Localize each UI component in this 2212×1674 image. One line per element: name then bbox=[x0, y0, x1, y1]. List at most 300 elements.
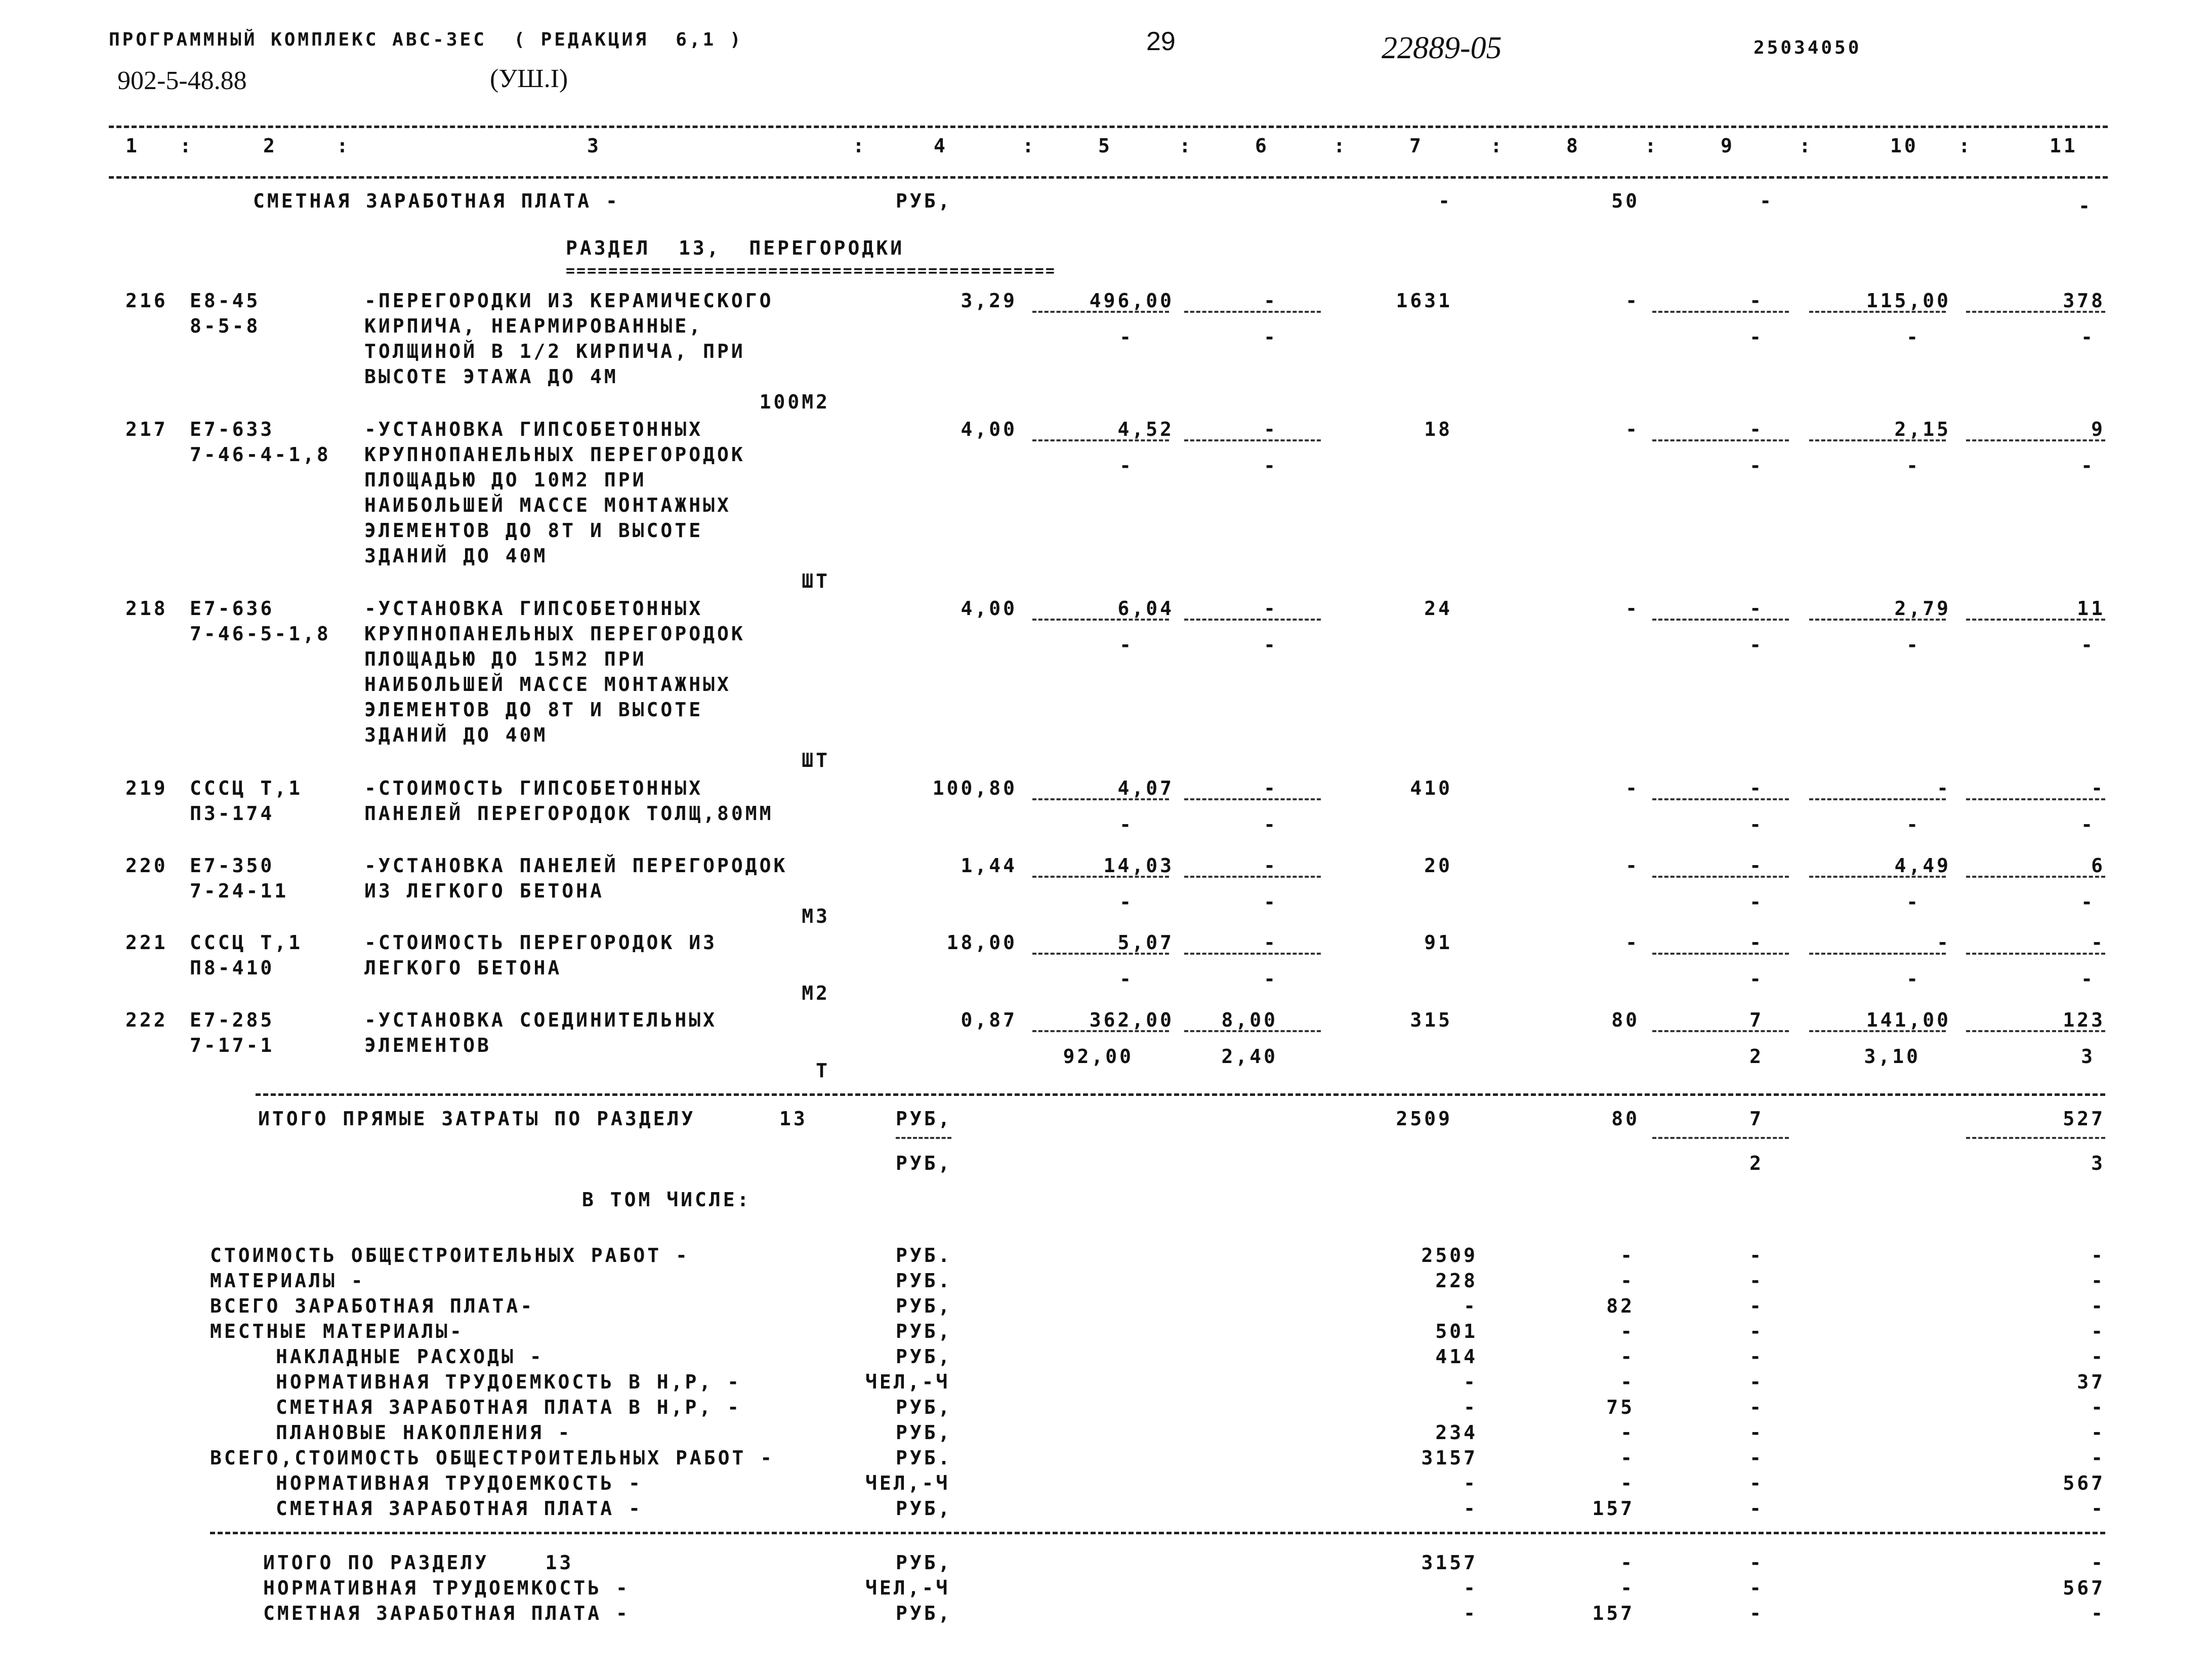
cell-rule bbox=[1809, 311, 1946, 313]
column-number: 8 bbox=[1566, 135, 1580, 157]
summary-unit: РУБ, bbox=[896, 1421, 952, 1444]
summary-c11: - bbox=[2091, 1320, 2105, 1342]
cell-rule bbox=[1184, 876, 1321, 878]
cell-c9b: - bbox=[1749, 326, 1764, 348]
column-separator: : bbox=[1645, 135, 1659, 157]
norm-code-sub: П8-410 bbox=[190, 957, 275, 979]
itogo-unit: РУБ, bbox=[896, 1108, 952, 1130]
work-description: ТОЛЩИНОЙ В 1/2 КИРПИЧА, ПРИ bbox=[364, 340, 745, 362]
summary-c9: - bbox=[1749, 1447, 1764, 1469]
column-separator: : bbox=[1799, 135, 1813, 157]
cell-c11b: - bbox=[2081, 968, 2095, 990]
unit-of-measure: ШТ bbox=[802, 570, 830, 592]
row-number: 218 bbox=[126, 597, 168, 620]
row-number: 221 bbox=[126, 931, 168, 954]
final-c8: - bbox=[1620, 1551, 1635, 1574]
cell-c10: 141,00 bbox=[1866, 1009, 1951, 1031]
itogo-c11b: 3 bbox=[2091, 1152, 2105, 1174]
summary-c11: 37 bbox=[2077, 1371, 2105, 1393]
top-line-c11: - bbox=[2078, 195, 2093, 217]
cell-c8: 80 bbox=[1611, 1009, 1640, 1031]
cell-c6: - bbox=[1264, 931, 1278, 954]
work-description: -СТОИМОСТЬ ГИПСОБЕТОННЫХ bbox=[364, 777, 703, 799]
work-description: -УСТАНОВКА ГИПСОБЕТОННЫХ bbox=[364, 418, 703, 440]
cell-c11b: - bbox=[2081, 634, 2095, 656]
summary-label: НОРМАТИВНАЯ ТРУДОЕМКОСТЬ - bbox=[276, 1472, 643, 1494]
program-title: ПРОГРАММНЫЙ КОМПЛЕКС АВС-3ЕС ( РЕДАКЦИЯ 6,1 ) bbox=[109, 29, 743, 50]
cell-rule bbox=[1652, 311, 1789, 313]
cell-c5b: - bbox=[1119, 813, 1134, 836]
cell-c10b: - bbox=[1906, 634, 1921, 656]
cell-c8: - bbox=[1625, 290, 1640, 312]
summary-c9: - bbox=[1749, 1270, 1764, 1292]
norm-code-sub: 8-5-8 bbox=[190, 315, 261, 337]
summary-c7: 3157 bbox=[1421, 1447, 1478, 1469]
top-line-c8: 50 bbox=[1611, 190, 1640, 212]
final-c11: - bbox=[2091, 1551, 2105, 1574]
work-description: НАИБОЛЬШЕЙ МАССЕ МОНТАЖНЫХ bbox=[364, 494, 731, 516]
cell-c9b: - bbox=[1749, 968, 1764, 990]
doc-number: 25034050 bbox=[1754, 37, 1862, 58]
itogo-c8: 80 bbox=[1611, 1108, 1640, 1130]
top-line-c7: - bbox=[1438, 190, 1452, 212]
summary-c11: - bbox=[2091, 1244, 2105, 1267]
row-number: 216 bbox=[126, 290, 168, 312]
final-c8: - bbox=[1620, 1577, 1635, 1599]
cell-c11: - bbox=[2091, 777, 2105, 799]
cell-c6b: 2,40 bbox=[1221, 1045, 1278, 1068]
cell-rule bbox=[1652, 876, 1789, 878]
project-code: 22889-05 bbox=[1382, 31, 1502, 65]
column-number: 9 bbox=[1721, 135, 1735, 157]
cell-c5b: - bbox=[1119, 968, 1134, 990]
summary-c7: - bbox=[1464, 1497, 1478, 1520]
cell-c7: 91 bbox=[1424, 931, 1452, 954]
final-label: НОРМАТИВНАЯ ТРУДОЕМКОСТЬ - bbox=[263, 1577, 630, 1599]
column-number: 2 bbox=[263, 135, 277, 157]
v-tom-chisle: В ТОМ ЧИСЛЕ: bbox=[582, 1189, 752, 1211]
cell-c5: 14,03 bbox=[1103, 854, 1174, 877]
final-c7: 3157 bbox=[1421, 1551, 1478, 1574]
cell-c10b: - bbox=[1906, 813, 1921, 836]
column-separator: : bbox=[180, 135, 194, 157]
summary-c8: - bbox=[1620, 1447, 1635, 1469]
cell-c6: - bbox=[1264, 597, 1278, 620]
summary-c8: - bbox=[1620, 1345, 1635, 1368]
cell-c5b: - bbox=[1119, 891, 1134, 913]
norm-code-sub: 7-46-5-1,8 bbox=[190, 623, 331, 645]
cell-c7: 18 bbox=[1424, 418, 1452, 440]
column-number: 6 bbox=[1255, 135, 1269, 157]
summary-c7: - bbox=[1464, 1396, 1478, 1418]
cell-rule bbox=[1184, 798, 1321, 800]
cell-rule bbox=[1032, 953, 1169, 955]
column-number: 1 bbox=[126, 135, 140, 157]
cell-c5: 6,04 bbox=[1117, 597, 1174, 620]
cell-c4: 4,00 bbox=[961, 418, 1017, 440]
final-rule bbox=[210, 1532, 2105, 1534]
cell-c6: 8,00 bbox=[1221, 1009, 1278, 1031]
summary-unit: РУБ, bbox=[896, 1497, 952, 1520]
cell-c4: 100,80 bbox=[932, 777, 1017, 799]
cell-c5b: - bbox=[1119, 455, 1134, 477]
cell-c11: - bbox=[2091, 931, 2105, 954]
cell-c9: - bbox=[1749, 290, 1764, 312]
summary-label: НАКЛАДНЫЕ РАСХОДЫ - bbox=[276, 1345, 544, 1368]
cell-rule bbox=[1966, 619, 2105, 621]
norm-code: Е8-45 bbox=[190, 290, 261, 312]
summary-label: НОРМАТИВНАЯ ТРУДОЕМКОСТЬ В Н,Р, - bbox=[276, 1371, 741, 1393]
itogo-c9b: 2 bbox=[1749, 1152, 1764, 1174]
summary-c11: - bbox=[2091, 1421, 2105, 1444]
cell-c6: - bbox=[1264, 777, 1278, 799]
top-line-c9: - bbox=[1760, 190, 1774, 212]
summary-c8: - bbox=[1620, 1244, 1635, 1267]
summary-c7: 234 bbox=[1435, 1421, 1478, 1444]
cell-c4: 4,00 bbox=[961, 597, 1017, 620]
cell-rule bbox=[1184, 1030, 1321, 1032]
summary-c9: - bbox=[1749, 1371, 1764, 1393]
cell-rule bbox=[1809, 619, 1946, 621]
column-number: 11 bbox=[2050, 135, 2078, 157]
cell-rule bbox=[1652, 619, 1789, 621]
summary-c9: - bbox=[1749, 1396, 1764, 1418]
column-separator: : bbox=[853, 135, 867, 157]
cell-rule bbox=[1184, 619, 1321, 621]
cell-c11b: 3 bbox=[2081, 1045, 2095, 1068]
work-description: ЛЕГКОГО БЕТОНА bbox=[364, 957, 562, 979]
cell-c5: 5,07 bbox=[1117, 931, 1174, 954]
cell-c4: 0,87 bbox=[961, 1009, 1017, 1031]
work-description: ЭЛЕМЕНТОВ bbox=[364, 1034, 491, 1056]
cell-rule bbox=[1966, 439, 2105, 441]
cell-rule bbox=[1032, 1030, 1169, 1032]
work-description: ЗДАНИЙ ДО 40М bbox=[364, 724, 548, 746]
summary-c9: - bbox=[1749, 1244, 1764, 1267]
cell-c11: 9 bbox=[2091, 418, 2105, 440]
cell-rule bbox=[1809, 1030, 1946, 1032]
summary-c9: - bbox=[1749, 1295, 1764, 1317]
totals-rule bbox=[256, 1093, 2105, 1096]
summary-c8: - bbox=[1620, 1421, 1635, 1444]
cell-c7: 20 bbox=[1424, 854, 1452, 877]
work-description: КРУПНОПАНЕЛЬНЫХ ПЕРЕГОРОДОК bbox=[364, 443, 745, 466]
cell-c10: 2,15 bbox=[1894, 418, 1951, 440]
summary-c11: - bbox=[2091, 1270, 2105, 1292]
cell-rule bbox=[1809, 798, 1946, 800]
column-separator: : bbox=[1022, 135, 1036, 157]
cell-c11: 123 bbox=[2063, 1009, 2105, 1031]
final-c7: - bbox=[1464, 1577, 1478, 1599]
summary-c11: - bbox=[2091, 1345, 2105, 1368]
cell-rule bbox=[1966, 876, 2105, 878]
summary-c7: 2509 bbox=[1421, 1244, 1478, 1267]
column-number: 7 bbox=[1409, 135, 1424, 157]
cell-c8: - bbox=[1625, 854, 1640, 877]
work-description: -СТОИМОСТЬ ПЕРЕГОРОДОК ИЗ bbox=[364, 931, 717, 954]
summary-c7: - bbox=[1464, 1295, 1478, 1317]
itogo-c11: 527 bbox=[2063, 1108, 2105, 1130]
work-description: ЗДАНИЙ ДО 40М bbox=[364, 545, 548, 567]
itogo-c7: 2509 bbox=[1396, 1108, 1452, 1130]
summary-label: МЕСТНЫЕ МАТЕРИАЛЫ- bbox=[210, 1320, 464, 1342]
work-description: -УСТАНОВКА ПАНЕЛЕЙ ПЕРЕГОРОДОК bbox=[364, 854, 788, 877]
itogo-subrule bbox=[896, 1137, 951, 1139]
cell-c6b: - bbox=[1264, 326, 1278, 348]
work-description: ЭЛЕМЕНТОВ ДО 8Т И ВЫСОТЕ bbox=[364, 699, 703, 721]
summary-c7: 228 bbox=[1435, 1270, 1478, 1292]
norm-code: Е7-636 bbox=[190, 597, 275, 620]
cell-rule bbox=[1032, 876, 1169, 878]
unit-of-measure: ШТ bbox=[802, 749, 830, 771]
summary-c9: - bbox=[1749, 1345, 1764, 1368]
summary-c8: 157 bbox=[1592, 1497, 1635, 1520]
summary-unit: ЧЕЛ,-Ч bbox=[865, 1371, 950, 1393]
cell-c7: 24 bbox=[1424, 597, 1452, 620]
work-description: -УСТАНОВКА СОЕДИНИТЕЛЬНЫХ bbox=[364, 1009, 717, 1031]
summary-unit: РУБ, bbox=[896, 1320, 952, 1342]
itogo-label: ИТОГО ПРЯМЫЕ ЗАТРАТЫ ПО РАЗДЕЛУ bbox=[258, 1108, 696, 1130]
cell-rule bbox=[1652, 439, 1789, 441]
work-description: КИРПИЧА, НЕАРМИРОВАННЫЕ, bbox=[364, 315, 703, 337]
final-c9: - bbox=[1749, 1551, 1764, 1574]
itogo-unit2: РУБ, bbox=[896, 1152, 952, 1174]
cell-c10: 2,79 bbox=[1894, 597, 1951, 620]
work-description: -ПЕРЕГОРОДКИ ИЗ КЕРАМИЧЕСКОГО bbox=[364, 290, 774, 312]
cell-c10b: - bbox=[1906, 455, 1921, 477]
summary-label: МАТЕРИАЛЫ - bbox=[210, 1270, 365, 1292]
cell-c6b: - bbox=[1264, 634, 1278, 656]
section-title: РАЗДЕЛ 13, ПЕРЕГОРОДКИ bbox=[566, 237, 905, 259]
cell-c6b: - bbox=[1264, 813, 1278, 836]
summary-c7: 501 bbox=[1435, 1320, 1478, 1342]
work-description: КРУПНОПАНЕЛЬНЫХ ПЕРЕГОРОДОК bbox=[364, 623, 745, 645]
norm-code-sub: П3-174 bbox=[190, 802, 275, 825]
column-separator: : bbox=[1958, 135, 1973, 157]
section-underline: ============================================== bbox=[566, 262, 1056, 280]
summary-c7: - bbox=[1464, 1472, 1478, 1494]
cell-rule bbox=[1966, 953, 2105, 955]
norm-code-sub: 7-24-11 bbox=[190, 880, 289, 902]
cell-c7: 410 bbox=[1410, 777, 1452, 799]
summary-c8: - bbox=[1620, 1270, 1635, 1292]
work-description: ПЛОЩАДЬЮ ДО 15М2 ПРИ bbox=[364, 648, 647, 670]
cell-c10: - bbox=[1937, 931, 1951, 954]
summary-c11: - bbox=[2091, 1447, 2105, 1469]
cell-rule bbox=[1966, 1030, 2105, 1032]
cell-rule bbox=[1652, 953, 1789, 955]
final-c9: - bbox=[1749, 1602, 1764, 1624]
final-c11: - bbox=[2091, 1602, 2105, 1624]
cell-c11b: - bbox=[2081, 891, 2095, 913]
final-c7: - bbox=[1464, 1602, 1478, 1624]
cell-c11: 11 bbox=[2077, 597, 2105, 620]
cell-c5: 496,00 bbox=[1089, 290, 1174, 312]
cell-c10b: - bbox=[1906, 326, 1921, 348]
cell-c9: 7 bbox=[1749, 1009, 1764, 1031]
summary-unit: РУБ, bbox=[896, 1396, 952, 1418]
cell-c6: - bbox=[1264, 290, 1278, 312]
cell-c4: 18,00 bbox=[946, 931, 1017, 954]
row-number: 217 bbox=[126, 418, 168, 440]
summary-c8: - bbox=[1620, 1320, 1635, 1342]
summary-label: ВСЕГО,СТОИМОСТЬ ОБЩЕСТРОИТЕЛЬНЫХ РАБОТ - bbox=[210, 1447, 775, 1469]
itogo-subrule bbox=[1652, 1137, 1789, 1139]
final-unit: РУБ, bbox=[896, 1551, 952, 1574]
cell-rule bbox=[1032, 619, 1169, 621]
cell-c10b: - bbox=[1906, 968, 1921, 990]
cell-c5: 4,52 bbox=[1117, 418, 1174, 440]
cell-c5b: 92,00 bbox=[1063, 1045, 1134, 1068]
summary-unit: РУБ. bbox=[896, 1270, 952, 1292]
column-number: 3 bbox=[587, 135, 601, 157]
cell-c7: 315 bbox=[1410, 1009, 1452, 1031]
cell-c9: - bbox=[1749, 854, 1764, 877]
cell-c10: - bbox=[1937, 777, 1951, 799]
cell-c10: 115,00 bbox=[1866, 290, 1951, 312]
row-number: 219 bbox=[126, 777, 168, 799]
cell-rule bbox=[1032, 798, 1169, 800]
summary-unit: РУБ. bbox=[896, 1244, 952, 1267]
column-separator: : bbox=[337, 135, 351, 157]
column-number: 10 bbox=[1890, 135, 1918, 157]
cell-rule bbox=[1032, 311, 1169, 313]
cell-rule bbox=[1966, 311, 2105, 313]
summary-c8: - bbox=[1620, 1472, 1635, 1494]
work-description: ЭЛЕМЕНТОВ ДО 8Т И ВЫСОТЕ bbox=[364, 519, 703, 542]
cell-c9: - bbox=[1749, 777, 1764, 799]
row-number: 220 bbox=[126, 854, 168, 877]
final-unit: ЧЕЛ,-Ч bbox=[865, 1577, 950, 1599]
itogo-c9: 7 bbox=[1749, 1108, 1764, 1130]
final-c9: - bbox=[1749, 1577, 1764, 1599]
work-description: ВЫСОТЕ ЭТАЖА ДО 4М bbox=[364, 365, 618, 388]
column-separator: : bbox=[1333, 135, 1348, 157]
unit-of-measure: 100М2 bbox=[759, 391, 830, 413]
cell-rule bbox=[1809, 953, 1946, 955]
work-description: ИЗ ЛЕГКОГО БЕТОНА bbox=[364, 880, 604, 902]
summary-label: СМЕТНАЯ ЗАРАБОТНАЯ ПЛАТА - bbox=[276, 1497, 643, 1520]
cell-c6b: - bbox=[1264, 968, 1278, 990]
norm-code: Е7-350 bbox=[190, 854, 275, 877]
norm-code: СССЦ Т,1 bbox=[190, 931, 303, 954]
summary-c9: - bbox=[1749, 1421, 1764, 1444]
work-description: ПЛОЩАДЬЮ ДО 10М2 ПРИ bbox=[364, 469, 647, 491]
cell-rule bbox=[1184, 439, 1321, 441]
summary-unit: РУБ, bbox=[896, 1345, 952, 1368]
work-description: ПАНЕЛЕЙ ПЕРЕГОРОДОК ТОЛЩ,80ММ bbox=[364, 802, 774, 825]
cell-c10b: 3,10 bbox=[1864, 1045, 1921, 1068]
summary-c11: 567 bbox=[2063, 1472, 2105, 1494]
summary-c11: - bbox=[2091, 1295, 2105, 1317]
cell-c8: - bbox=[1625, 931, 1640, 954]
cell-rule bbox=[1966, 798, 2105, 800]
cell-c11: 378 bbox=[2063, 290, 2105, 312]
cell-c10: 4,49 bbox=[1894, 854, 1951, 877]
cell-c6: - bbox=[1264, 418, 1278, 440]
cell-c11b: - bbox=[2081, 813, 2095, 836]
summary-c8: 75 bbox=[1606, 1396, 1635, 1418]
cell-c8: - bbox=[1625, 777, 1640, 799]
cell-c11b: - bbox=[2081, 326, 2095, 348]
cell-c9b: - bbox=[1749, 455, 1764, 477]
top-line-label: СМЕТНАЯ ЗАРАБОТНАЯ ПЛАТА - bbox=[253, 190, 620, 212]
cell-c9: - bbox=[1749, 597, 1764, 620]
summary-c7: 414 bbox=[1435, 1345, 1478, 1368]
page-number: 29 bbox=[1146, 27, 1176, 56]
final-label: СМЕТНАЯ ЗАРАБОТНАЯ ПЛАТА - bbox=[263, 1602, 630, 1624]
cell-c5: 4,07 bbox=[1117, 777, 1174, 799]
cell-rule bbox=[1652, 1030, 1789, 1032]
final-c11: 567 bbox=[2063, 1577, 2105, 1599]
column-separator: : bbox=[1490, 135, 1505, 157]
norm-code: Е7-285 bbox=[190, 1009, 275, 1031]
norm-code: Е7-633 bbox=[190, 418, 275, 440]
cell-rule bbox=[1032, 439, 1169, 441]
summary-label: ВСЕГО ЗАРАБОТНАЯ ПЛАТА- bbox=[210, 1295, 535, 1317]
cell-c10b: - bbox=[1906, 891, 1921, 913]
cell-c9b: - bbox=[1749, 634, 1764, 656]
top-line-unit: РУБ, bbox=[896, 190, 952, 212]
unit-of-measure: Т bbox=[816, 1059, 830, 1082]
summary-c9: - bbox=[1749, 1320, 1764, 1342]
cell-rule bbox=[1809, 439, 1946, 441]
cell-c9: - bbox=[1749, 418, 1764, 440]
summary-unit: РУБ, bbox=[896, 1295, 952, 1317]
summary-c11: - bbox=[2091, 1396, 2105, 1418]
cell-rule bbox=[1809, 876, 1946, 878]
cell-c6b: - bbox=[1264, 891, 1278, 913]
summary-c8: 82 bbox=[1606, 1295, 1635, 1317]
cell-c4: 1,44 bbox=[961, 854, 1017, 877]
itogo-subrule bbox=[1966, 1137, 2105, 1139]
cell-rule bbox=[1652, 798, 1789, 800]
work-description: -УСТАНОВКА ГИПСОБЕТОННЫХ bbox=[364, 597, 703, 620]
cell-c9: - bbox=[1749, 931, 1764, 954]
summary-c9: - bbox=[1749, 1497, 1764, 1520]
final-unit: РУБ, bbox=[896, 1602, 952, 1624]
norm-code: СССЦ Т,1 bbox=[190, 777, 303, 799]
cell-c4: 3,29 bbox=[961, 290, 1017, 312]
cell-c6b: - bbox=[1264, 455, 1278, 477]
cell-c5: 362,00 bbox=[1089, 1009, 1174, 1031]
unit-of-measure: М2 bbox=[802, 982, 830, 1004]
cell-c11b: - bbox=[2081, 455, 2095, 477]
summary-unit: РУБ. bbox=[896, 1447, 952, 1469]
norm-code-sub: 7-17-1 bbox=[190, 1034, 275, 1056]
cell-c7: 1631 bbox=[1396, 290, 1452, 312]
itogo-section: 13 bbox=[779, 1108, 808, 1130]
final-c8: 157 bbox=[1592, 1602, 1635, 1624]
unit-of-measure: М3 bbox=[802, 905, 830, 927]
cell-c9b: 2 bbox=[1749, 1045, 1764, 1068]
cell-c9b: - bbox=[1749, 813, 1764, 836]
summary-label: СТОИМОСТЬ ОБЩЕСТРОИТЕЛЬНЫХ РАБОТ - bbox=[210, 1244, 690, 1267]
row-number: 222 bbox=[126, 1009, 168, 1031]
cell-rule bbox=[1184, 311, 1321, 313]
cell-c6: - bbox=[1264, 854, 1278, 877]
cell-c5b: - bbox=[1119, 634, 1134, 656]
summary-unit: ЧЕЛ,-Ч bbox=[865, 1472, 950, 1494]
column-separator: : bbox=[1179, 135, 1193, 157]
cell-c5b: - bbox=[1119, 326, 1134, 348]
summary-c9: - bbox=[1749, 1472, 1764, 1494]
series-code: 902-5-48.88 bbox=[117, 66, 247, 95]
column-number: 4 bbox=[934, 135, 948, 157]
summary-label: ПЛАНОВЫЕ НАКОПЛЕНИЯ - bbox=[276, 1421, 572, 1444]
final-label: ИТОГО ПО РАЗДЕЛУ 13 bbox=[263, 1551, 574, 1574]
work-description: НАИБОЛЬШЕЙ МАССЕ МОНТАЖНЫХ bbox=[364, 673, 731, 696]
